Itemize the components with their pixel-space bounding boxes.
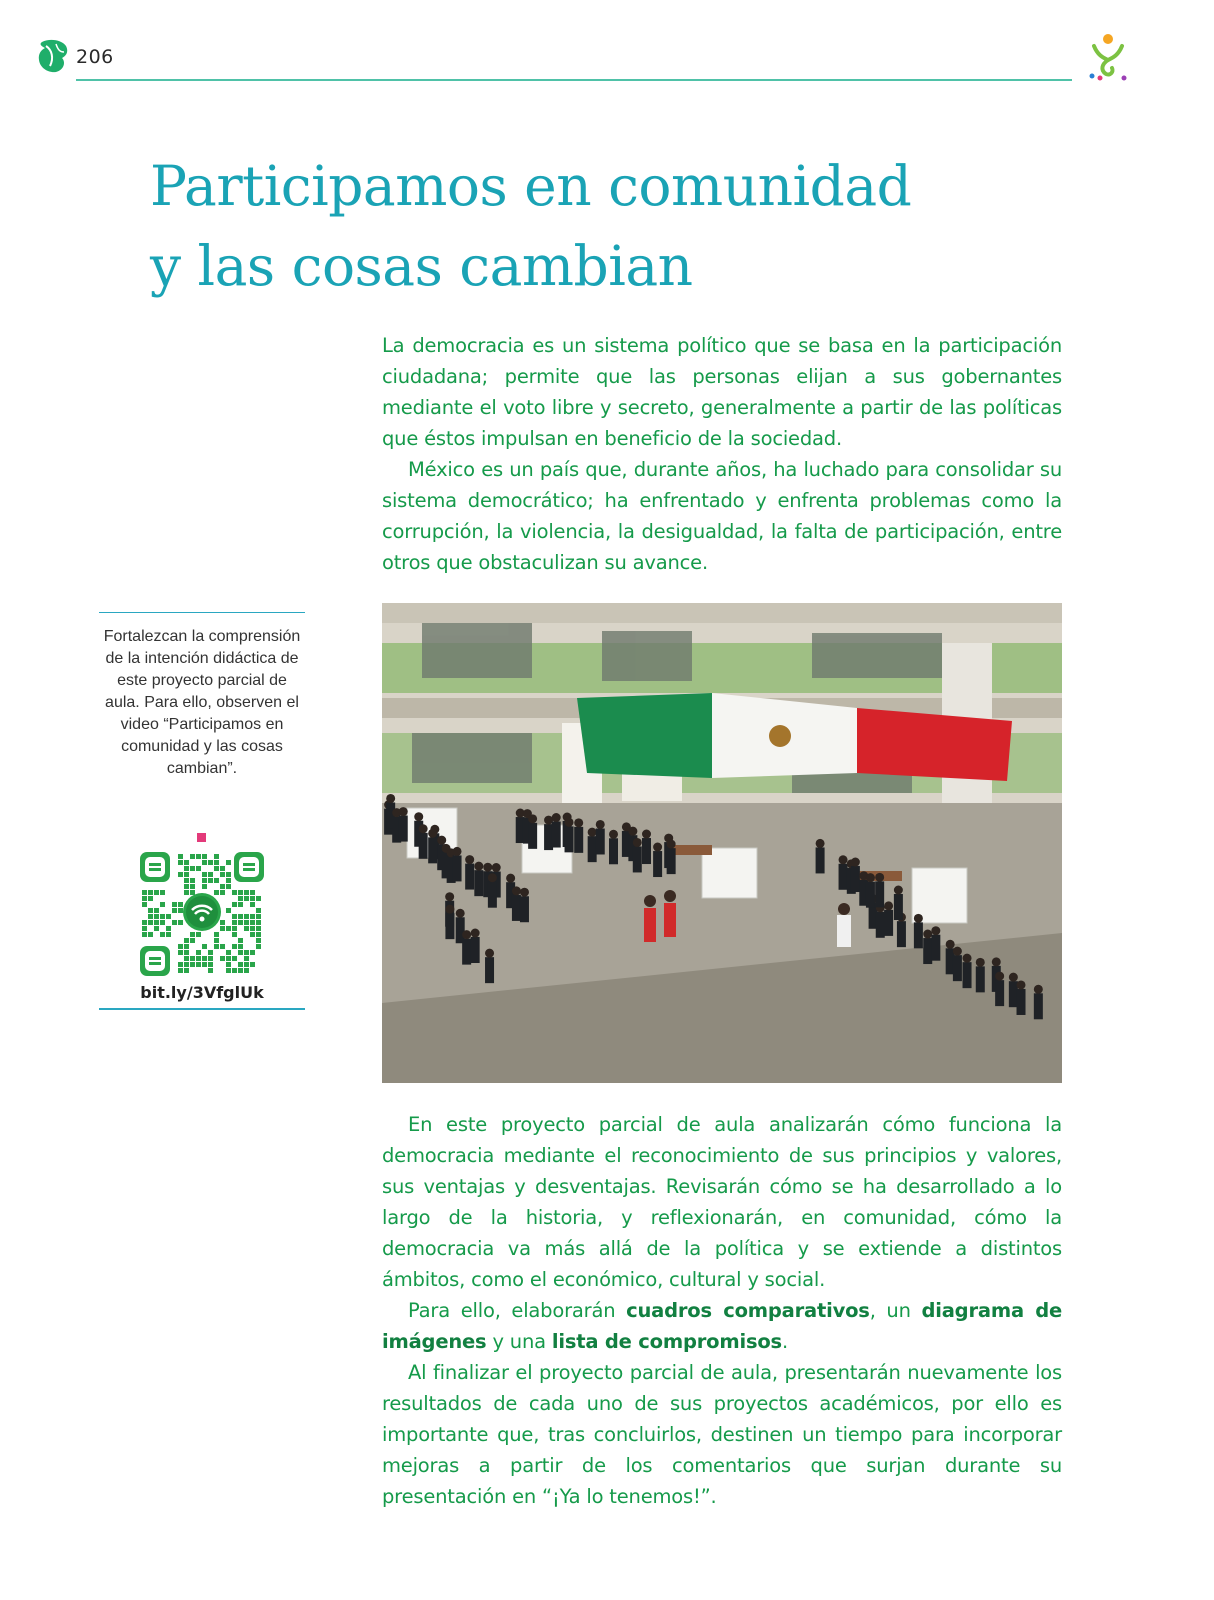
qr-module	[148, 914, 153, 919]
qr-module	[178, 950, 183, 955]
crowd-person-head	[894, 886, 903, 895]
qr-module	[190, 956, 195, 961]
qr-module	[202, 944, 207, 949]
qr-module	[196, 866, 201, 871]
crowd-person-head	[866, 873, 875, 882]
qr-module	[226, 950, 231, 955]
crowd-person-head	[399, 807, 408, 816]
qr-module	[184, 884, 189, 889]
crowd-person-head	[574, 818, 583, 827]
qr-module	[244, 968, 249, 973]
qr-module	[220, 890, 225, 895]
school-election-illustration	[382, 603, 1062, 1083]
qr-module	[208, 950, 213, 955]
crowd-person-head	[492, 863, 501, 872]
qr-module	[232, 932, 237, 937]
crowd-person-head	[851, 858, 860, 867]
qr-module	[172, 920, 177, 925]
qr-module	[202, 860, 207, 865]
qr-module	[184, 956, 189, 961]
qr-module	[226, 860, 231, 865]
qr-module	[190, 854, 195, 859]
crowd-person	[399, 816, 408, 842]
crowd-person	[462, 939, 471, 965]
crowd-person-head	[995, 972, 1004, 981]
crowd-person-head	[456, 909, 465, 918]
qr-module	[154, 890, 159, 895]
qr-module	[202, 854, 207, 859]
qr-module	[148, 896, 153, 901]
crowd-person	[596, 828, 605, 854]
crowd-person	[419, 833, 428, 859]
qr-module	[244, 896, 249, 901]
qr-module	[202, 962, 207, 967]
qr-module	[238, 944, 243, 949]
qr-module	[214, 854, 219, 859]
crowd-person	[876, 912, 885, 938]
crowd-person-head	[488, 873, 497, 882]
qr-module	[220, 920, 225, 925]
crowd-person	[953, 955, 962, 981]
qr-module	[190, 866, 195, 871]
qr-module	[196, 932, 201, 937]
crowd-person-head	[642, 830, 651, 839]
qr-module	[178, 854, 183, 859]
intro-section	[382, 330, 1062, 578]
crowd-person-head	[1017, 980, 1026, 989]
qr-module	[214, 944, 219, 949]
qr-module	[190, 932, 195, 937]
qr-module	[154, 920, 159, 925]
qr-module	[220, 926, 225, 931]
crowd-person-head	[884, 901, 893, 910]
qr-module	[196, 950, 201, 955]
crowd-person	[485, 957, 494, 983]
crowd-person	[667, 848, 676, 874]
qr-module	[148, 920, 153, 925]
qr-module	[142, 890, 147, 895]
qr-module	[226, 956, 231, 961]
crowd-person-head	[528, 814, 537, 823]
qr-module	[190, 878, 195, 883]
qr-module	[232, 890, 237, 895]
qr-module	[250, 902, 255, 907]
qr-module	[142, 902, 147, 907]
crowd-person	[931, 935, 940, 961]
qr-module	[154, 926, 159, 931]
crowd-person	[875, 881, 884, 907]
crowd-person-head	[914, 914, 923, 923]
qr-module	[190, 938, 195, 943]
qr-module	[202, 956, 207, 961]
crowd-person-head	[386, 794, 395, 803]
qr-module	[208, 962, 213, 967]
qr-module	[250, 920, 255, 925]
crowd-person-head	[976, 958, 985, 967]
qr-module	[238, 902, 243, 907]
crowd-person	[1017, 989, 1026, 1015]
qr-module	[184, 878, 189, 883]
intro-paragraph-2: México es un país que, durante años, ha luchado para consolidar su sistema democrático; ha enfrentado y enfrenta problemas como la corrupción, la violencia, la desigualdad, la falta de participación, entre otros que obstaculizan su avance.	[382, 458, 1062, 574]
qr-module	[232, 914, 237, 919]
qr-module	[208, 860, 213, 865]
crowd-person-head	[552, 813, 561, 822]
qr-module	[166, 932, 171, 937]
qr-module	[160, 902, 165, 907]
qr-module	[232, 956, 237, 961]
qr-module	[178, 920, 183, 925]
qr-module	[244, 890, 249, 895]
crowd-person-head	[963, 954, 972, 963]
qr-module	[238, 962, 243, 967]
highlight-diagrama-de-imagenes: diagrama de imágenes	[382, 1299, 1062, 1353]
crowd-person-head	[520, 888, 529, 897]
qr-module	[172, 908, 177, 913]
qr-module	[238, 896, 243, 901]
qr-module	[244, 926, 249, 931]
crowd-person-head	[628, 827, 637, 836]
qr-module	[208, 968, 213, 973]
qr-module	[244, 956, 249, 961]
crowd-person-head	[816, 839, 825, 848]
qr-module	[178, 944, 183, 949]
project-paragraph-3: Al finalizar el proyecto parcial de aula, presentarán nuevamente los resultados de cada uno de sus proyectos académicos, por ello es importante que, tras concluirlos, destinen un tiempo para incorporar mejoras a partir de los comentarios que surjan durante su presentación en “¡Ya lo tenemos!”.	[382, 1361, 1062, 1508]
crowd-person-head	[588, 828, 597, 837]
qr-module	[256, 908, 261, 913]
qr-module	[148, 932, 153, 937]
crowd-person-head	[1009, 973, 1018, 982]
project-paragraph-2	[382, 1295, 1062, 1357]
qr-module	[214, 860, 219, 865]
qr-module	[238, 968, 243, 973]
qr-module	[226, 962, 231, 967]
qr-module	[256, 914, 261, 919]
qr-module	[160, 920, 165, 925]
qr-module	[142, 896, 147, 901]
qr-module	[226, 884, 231, 889]
qr-module	[250, 914, 255, 919]
crowd-person	[574, 827, 583, 853]
qr-module	[244, 914, 249, 919]
qr-module	[184, 872, 189, 877]
crowd-person-head	[946, 940, 955, 949]
highlight-lista-de-compromisos: lista de compromisos	[551, 1330, 782, 1353]
crowd-person	[963, 962, 972, 988]
crowd-person-head	[485, 949, 494, 958]
crowd-person	[565, 826, 574, 852]
crowd-person	[520, 896, 529, 922]
crowd-person-head	[419, 824, 428, 833]
crowd-person-head	[445, 905, 454, 914]
project-p2-text-1: Para ello, elaborarán	[408, 1299, 627, 1322]
crowd-person-head	[437, 836, 446, 845]
qr-module	[148, 890, 153, 895]
crowd-person-head	[565, 818, 574, 827]
qr-module	[178, 860, 183, 865]
qr-module	[238, 938, 243, 943]
qr-module	[256, 944, 261, 949]
title-line-2: y las cosas cambian	[150, 234, 693, 298]
qr-module	[208, 956, 213, 961]
qr-module	[172, 902, 177, 907]
crowd-person	[884, 910, 893, 936]
crowd-person-head	[992, 957, 1001, 966]
crowd-person	[1009, 981, 1018, 1007]
crowd-person-head	[667, 840, 676, 849]
crowd-person	[995, 980, 1004, 1006]
crowd-person	[488, 882, 497, 908]
qr-module	[244, 950, 249, 955]
qr-module	[190, 884, 195, 889]
qr-module	[226, 878, 231, 883]
qr-module	[178, 962, 183, 967]
qr-module	[256, 920, 261, 925]
qr-module	[250, 932, 255, 937]
highlight-cuadros-comparativos: cuadros comparativos	[626, 1299, 870, 1322]
school-election-photo	[382, 603, 1062, 1083]
qr-module	[226, 908, 231, 913]
qr-module	[256, 896, 261, 901]
qr-module	[178, 968, 183, 973]
video-short-link[interactable]: bit.ly/3VfglUk	[140, 983, 264, 1002]
header-rule	[76, 79, 1072, 81]
crowd-person	[851, 866, 860, 892]
qr-module	[220, 884, 225, 889]
crowd-person	[894, 894, 903, 920]
qr-module	[196, 956, 201, 961]
crowd-person-head	[653, 843, 662, 852]
crowd-person-head	[1034, 985, 1043, 994]
crowd-person	[512, 895, 521, 921]
qr-module	[226, 926, 231, 931]
crowd-person	[453, 855, 462, 881]
qr-module	[142, 920, 147, 925]
qr-module	[166, 914, 171, 919]
qr-module	[154, 908, 159, 913]
crowd-person-head	[506, 874, 515, 883]
qr-module	[208, 878, 213, 883]
page-header	[0, 0, 1214, 90]
page-number: 206	[76, 46, 114, 68]
crowd-person	[474, 870, 483, 896]
qr-module	[238, 920, 243, 925]
crowd-person	[633, 846, 642, 872]
qr-module	[220, 956, 225, 961]
intro-paragraph-1: La democracia es un sistema político que se basa en la participación ciudadana; permite que las personas elijan a sus gobernantes mediante el voto libre y secreto, generalmente a partir de las políticas que éstos impulsan en beneficio de la sociedad.	[382, 334, 1062, 450]
qr-module	[214, 890, 219, 895]
project-section	[382, 1109, 1062, 1512]
qr-module	[142, 932, 147, 937]
crowd-person	[528, 823, 537, 849]
qr-module	[226, 872, 231, 877]
crowd-person	[897, 921, 906, 947]
qr-module	[238, 950, 243, 955]
qr-module	[190, 890, 195, 895]
crowd-person	[609, 838, 618, 864]
qr-module	[196, 962, 201, 967]
qr-module	[160, 890, 165, 895]
crowd-person	[866, 882, 875, 908]
qr-module	[250, 962, 255, 967]
title-line-1: Participamos en comunidad	[150, 154, 912, 218]
qr-module	[238, 914, 243, 919]
crowd-person-head	[428, 829, 437, 838]
crowd-person-head	[445, 892, 454, 901]
qr-module	[250, 896, 255, 901]
qr-module	[214, 938, 219, 943]
qr-module	[232, 902, 237, 907]
crowd-person-head	[923, 930, 932, 939]
crowd-person	[923, 938, 932, 964]
qr-module	[250, 926, 255, 931]
crowd-person-head	[465, 855, 474, 864]
green-leaf-icon	[36, 38, 70, 74]
crowd-person	[588, 836, 597, 862]
qr-module	[166, 926, 171, 931]
qr-module	[208, 872, 213, 877]
qr-module	[244, 920, 249, 925]
qr-module	[178, 872, 183, 877]
qr-module	[148, 908, 153, 913]
qr-module	[256, 926, 261, 931]
qr-module	[184, 968, 189, 973]
project-p2-text-4: .	[781, 1330, 788, 1353]
crowd-person-head	[483, 863, 492, 872]
crowd-person-head	[953, 947, 962, 956]
qr-module	[160, 932, 165, 937]
qr-module	[184, 962, 189, 967]
sidebar-text: Fortalezcan la comprensión de la intención didáctica de este proyecto parcial de aula. Para ello, observen el video “Participamos en comunidad y las cosas cambian”.	[103, 628, 301, 777]
qr-module	[238, 890, 243, 895]
crowd-person-head	[512, 886, 521, 895]
qr-module	[226, 968, 231, 973]
qr-module	[190, 962, 195, 967]
qr-module	[202, 878, 207, 883]
qr-module	[232, 968, 237, 973]
qr-module	[256, 932, 261, 937]
project-paragraph-1: En este proyecto parcial de aula analizarán cómo funciona la democracia mediante el reconocimiento de sus principios y valores, sus ventajas y desventajas. Revisarán cómo se ha desarrollado a lo largo de la historia, y reflexionarán, en comunidad, cómo la democracia va más allá de la política y se extiende a distintos ámbitos, como el económico, cultural y social.	[382, 1113, 1062, 1291]
crowd-person	[465, 864, 474, 890]
qr-module	[178, 908, 183, 913]
qr-module	[142, 926, 147, 931]
qr-module	[184, 866, 189, 871]
crowd-person	[976, 966, 985, 992]
qr-module	[202, 872, 207, 877]
qr-module	[232, 926, 237, 931]
crowd-person-head	[462, 930, 471, 939]
qr-module	[214, 866, 219, 871]
project-p2-text-2: , un	[869, 1299, 922, 1322]
crowd-person-head	[414, 812, 423, 821]
qr-module	[178, 902, 183, 907]
qr-module	[232, 944, 237, 949]
qr-module	[154, 914, 159, 919]
qr-module	[232, 920, 237, 925]
project-p2-text-3: y una	[486, 1330, 552, 1353]
qr-module	[256, 938, 261, 943]
qr-module	[202, 884, 207, 889]
crowd-person-head	[633, 838, 642, 847]
qr-module	[160, 914, 165, 919]
qr-module	[184, 950, 189, 955]
crowd-person-head	[609, 830, 618, 839]
qr-module	[250, 890, 255, 895]
sidebar-bottom-rule	[99, 1008, 305, 1010]
qr-module	[184, 890, 189, 895]
crowd-person-head	[471, 929, 480, 938]
crowd-person-head	[931, 926, 940, 935]
qr-module	[214, 932, 219, 937]
qr-module	[220, 866, 225, 871]
crowd-person	[653, 851, 662, 877]
qr-module	[184, 944, 189, 949]
crowd-person	[839, 864, 848, 890]
qr-module	[220, 944, 225, 949]
sidebar-top-rule	[99, 612, 305, 613]
qr-code-icon[interactable]	[140, 852, 264, 976]
community-logo-icon	[1080, 30, 1136, 86]
crowd-person-head	[474, 862, 483, 871]
crowd-person	[816, 847, 825, 873]
pink-square-bullet	[197, 833, 206, 842]
crowd-person	[1034, 993, 1043, 1019]
qr-module	[184, 860, 189, 865]
qr-module	[214, 878, 219, 883]
crowd-person-head	[596, 820, 605, 829]
crowd-person-head	[453, 847, 462, 856]
crowd-person	[428, 837, 437, 863]
page-title	[150, 146, 911, 306]
crowd-person	[552, 822, 561, 848]
qr-module	[250, 950, 255, 955]
qr-module	[184, 938, 189, 943]
crowd-person	[445, 913, 454, 939]
crowd-person-head	[875, 873, 884, 882]
crowd-person	[471, 937, 480, 963]
qr-module	[244, 962, 249, 967]
qr-module	[220, 872, 225, 877]
crowd-person	[914, 922, 923, 948]
crowd-person-head	[839, 855, 848, 864]
crowd-person	[642, 838, 651, 864]
qr-module	[196, 854, 201, 859]
